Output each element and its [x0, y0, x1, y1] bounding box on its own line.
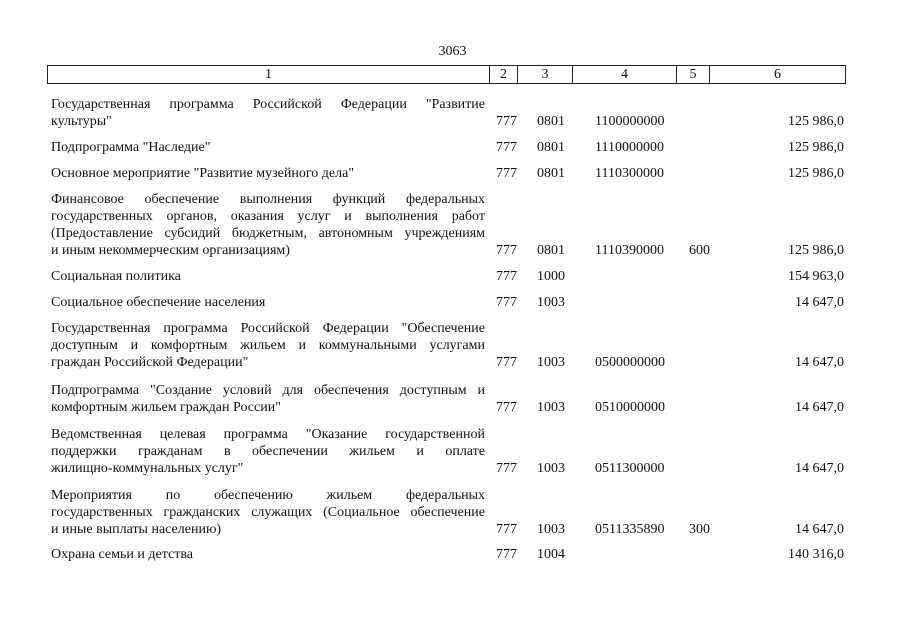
- row-target: 0511300000: [595, 461, 665, 476]
- description-line: Государственная программа Российской Федерации "Обеспечение: [51, 321, 485, 336]
- header-col-1: 1: [48, 66, 490, 83]
- description-line: Финансовое обеспечение выполнения функций федеральных: [51, 192, 485, 207]
- description-line: комфортным жильем граждан России": [51, 400, 281, 415]
- row-target: 1100000000: [595, 114, 665, 129]
- row-target: 1110000000: [595, 140, 664, 155]
- description-line: Подпрограмма "Наследие": [51, 140, 211, 155]
- row-amount: 14 647,0: [795, 355, 844, 370]
- description-line: государственных органов, оказания услуг и выполнения работ: [51, 209, 485, 224]
- description-line: Ведомственная целевая программа "Оказание государственной: [51, 427, 485, 442]
- row-amount: 125 986,0: [788, 166, 844, 181]
- row-expense-type: 300: [689, 522, 710, 537]
- row-section: 1003: [537, 355, 565, 370]
- row-description: [51, 139, 485, 156]
- row-description: [51, 268, 485, 285]
- row-code: 777: [496, 355, 517, 370]
- row-description: [51, 426, 485, 477]
- row-amount: 125 986,0: [788, 114, 844, 129]
- description-line: государственных гражданских служащих (Социальное обеспечение: [51, 505, 485, 520]
- row-code: 777: [496, 243, 517, 258]
- row-amount: 125 986,0: [788, 140, 844, 155]
- row-section: 0801: [537, 114, 565, 129]
- row-description: [51, 487, 485, 538]
- page-number: 3063: [438, 44, 467, 59]
- row-target: 0510000000: [595, 400, 665, 415]
- description-line: и иные выплаты населению): [51, 522, 222, 537]
- row-section: 1003: [537, 461, 565, 476]
- row-code: 777: [496, 269, 517, 284]
- row-code: 777: [496, 400, 517, 415]
- row-code: 777: [496, 140, 517, 155]
- row-section: 0801: [537, 243, 565, 258]
- header-col-2: 2: [490, 66, 518, 83]
- row-description: [51, 382, 485, 416]
- row-amount: 140 316,0: [788, 547, 844, 562]
- row-description: [51, 191, 485, 259]
- row-section: 1003: [537, 295, 565, 310]
- header-col-3: 3: [518, 66, 573, 83]
- header-col-4: 4: [573, 66, 677, 83]
- row-code: 777: [496, 522, 517, 537]
- row-section: 1003: [537, 522, 565, 537]
- row-amount: 125 986,0: [788, 243, 844, 258]
- description-line: культуры": [51, 114, 112, 129]
- row-section: 1003: [537, 400, 565, 415]
- row-section: 0801: [537, 140, 565, 155]
- row-code: 777: [496, 461, 517, 476]
- row-target: 1110390000: [595, 243, 664, 258]
- row-description: [51, 320, 485, 371]
- header-col-6: 6: [774, 67, 781, 82]
- row-description: [51, 546, 485, 563]
- row-code: 777: [496, 114, 517, 129]
- table-header: [47, 65, 846, 84]
- description-line: Социальное обеспечение населения: [51, 295, 266, 310]
- row-code: 777: [496, 166, 517, 181]
- description-line: жилищно-коммунальных услуг": [51, 461, 244, 476]
- description-line: Мероприятия по обеспечению жильем федеральных: [51, 488, 485, 503]
- description-line: Подпрограмма "Создание условий для обеспечения доступным и: [51, 383, 485, 398]
- row-target: 0511335890: [595, 522, 665, 537]
- row-amount: 14 647,0: [795, 522, 844, 537]
- header-col-5: 5: [677, 66, 710, 83]
- row-amount: 14 647,0: [795, 461, 844, 476]
- row-amount: 154 963,0: [788, 269, 844, 284]
- row-section: 1004: [537, 547, 565, 562]
- description-line: (Предоставление субсидий бюджетным, автономным учреждениям: [51, 226, 485, 241]
- description-line: и иным некоммерческим организациям): [51, 243, 290, 258]
- row-amount: 14 647,0: [795, 400, 844, 415]
- row-description: [51, 96, 485, 130]
- description-line: Основное мероприятие "Развитие музейного дела": [51, 166, 355, 181]
- row-target: 0500000000: [595, 355, 665, 370]
- row-description: [51, 294, 485, 311]
- description-line: Охрана семьи и детства: [51, 547, 193, 562]
- row-code: 777: [496, 295, 517, 310]
- description-line: доступным и комфортным жильем и коммунальными услугами: [51, 338, 485, 353]
- row-section: 0801: [537, 166, 565, 181]
- row-amount: 14 647,0: [795, 295, 844, 310]
- description-line: Государственная программа Российской Федерации "Развитие: [51, 97, 485, 112]
- row-code: 777: [496, 547, 517, 562]
- row-target: 1110300000: [595, 166, 664, 181]
- description-line: поддержки гражданам в обеспечении жильем и оплате: [51, 444, 485, 459]
- description-line: граждан Российской Федерации": [51, 355, 249, 370]
- row-expense-type: 600: [689, 243, 710, 258]
- row-section: 1000: [537, 269, 565, 284]
- row-description: [51, 165, 485, 182]
- description-line: Социальная политика: [51, 269, 181, 284]
